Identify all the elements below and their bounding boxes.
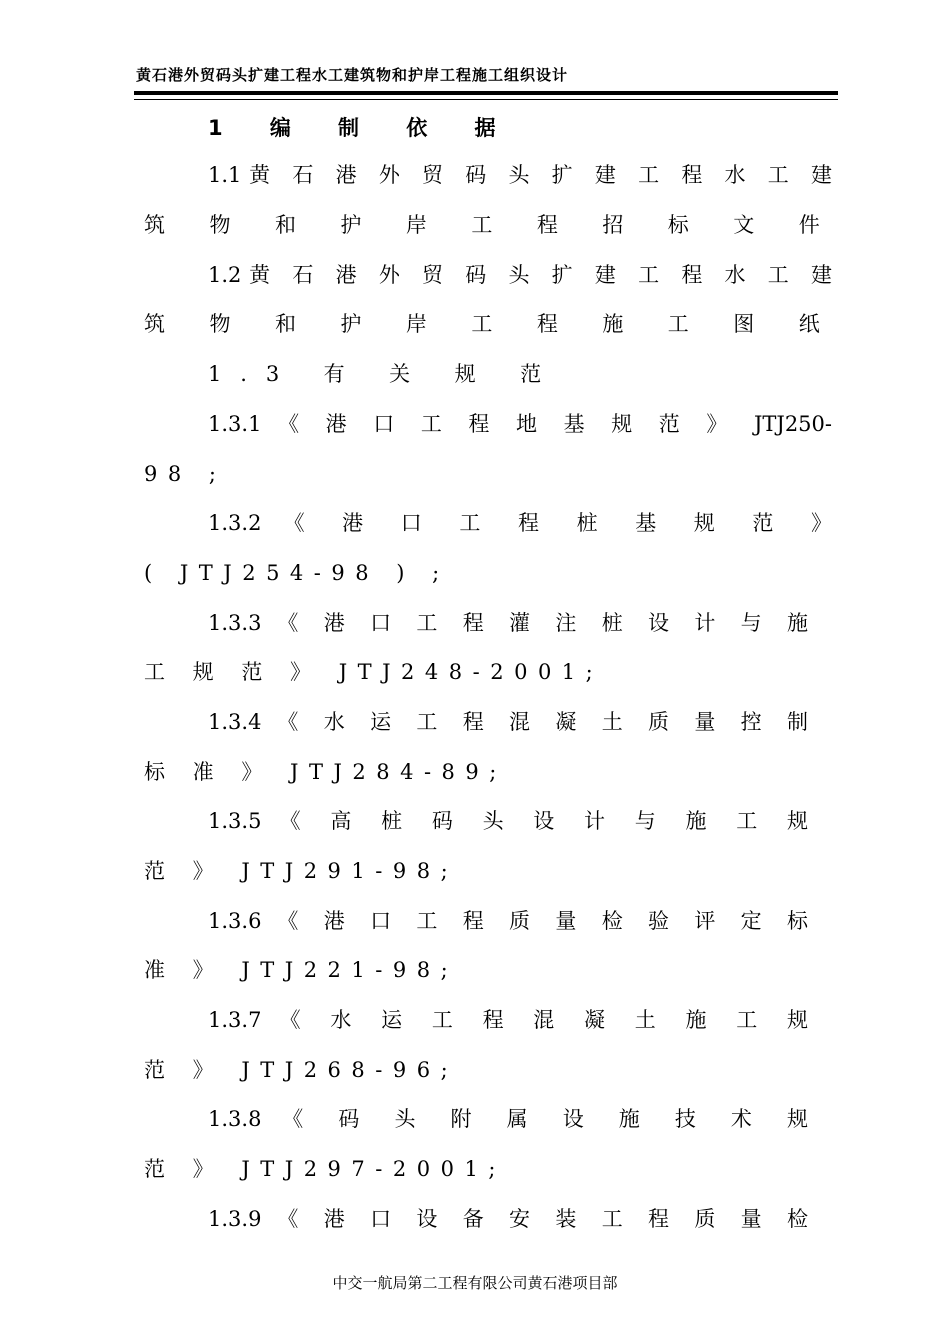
text-line: 准 》 JTJ221-98; — [144, 958, 459, 982]
text-line: 1.3.3 《 港 口 工 程 灌 注 桩 设 计 与 施 — [208, 611, 808, 635]
text-line: 1.3.2 《 港 口 工 程 桩 基 规 范 》 — [208, 511, 832, 535]
text-line: 范 》 JTJ297-2001; — [144, 1157, 506, 1181]
text-line: 1.3.9 《 港 口 设 备 安 装 工 程 质 量 检 — [208, 1207, 808, 1231]
text-line: 1.3.6 《 港 口 工 程 质 量 检 验 评 定 标 — [208, 909, 808, 933]
text-line: 筑 物 和 护 岸 工 程 施 工 图 纸 — [144, 312, 839, 336]
header-rule-thin — [134, 99, 838, 100]
section-heading — [208, 112, 510, 142]
text-line: 1.2黄 石 港 外 贸 码 头 扩 建 工 程 水 工 建 — [208, 263, 832, 287]
text-line: 1.3.7 《 水 运 工 程 混 凝 土 施 工 规 — [208, 1008, 808, 1032]
section-number: 1 — [208, 116, 238, 140]
text-line: 1.3.4 《 水 运 工 程 混 凝 土 质 量 控 制 — [208, 710, 808, 734]
document-header-title: 黄石港外贸码头扩建工程水工建筑物和护岸工程施工组织设计 — [136, 66, 569, 84]
header-rule-thick — [134, 91, 838, 95]
text-line: 范 》 JTJ268-96; — [144, 1058, 459, 1082]
text-line: 1.1黄 石 港 外 贸 码 头 扩 建 工 程 水 工 建 — [208, 163, 832, 187]
text-line: 范 》 JTJ291-98; — [144, 859, 459, 883]
text-line: 1.3.5 《 高 桩 码 头 设 计 与 施 工 规 — [208, 809, 808, 833]
text-line: 工 规 范 》 JTJ248-2001; — [144, 660, 604, 684]
text-line: 1.3.8 《 码 头 附 属 设 施 技 术 规 — [208, 1107, 808, 1131]
text-line: 1.3.1 《 港 口 工 程 地 基 规 范 》 JTJ250- — [208, 412, 832, 436]
text-line: 1.3 有 关 规 范 — [208, 362, 560, 386]
text-line: 筑 物 和 护 岸 工 程 招 标 文 件 — [144, 213, 839, 237]
page-footer: 中交一航局第二工程有限公司黄石港项目部 — [332, 1274, 618, 1292]
text-line: 98 ; — [144, 462, 227, 486]
text-line: 标 准 》 JTJ284-89; — [144, 760, 507, 784]
section-title: 编 制 依 据 — [269, 116, 511, 140]
text-line: ( JTJ254-98 ) ; — [144, 561, 450, 585]
